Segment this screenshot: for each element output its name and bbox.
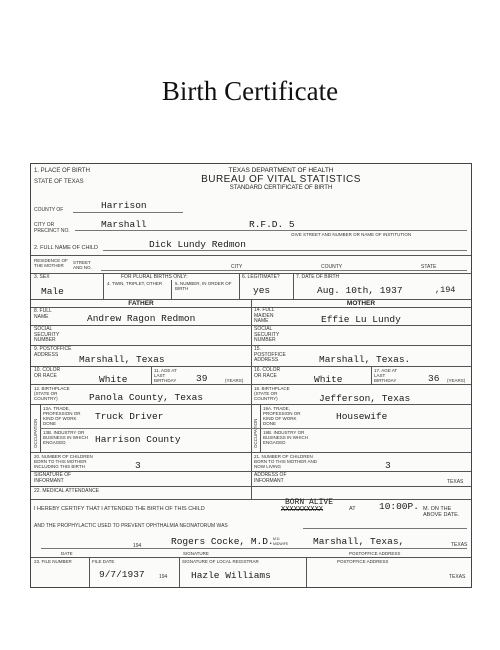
mother-industry-label: 19B. INDUSTRY OR BUSINESS IN WHICH ENGAGED bbox=[263, 430, 309, 445]
father-race-value: White bbox=[99, 374, 128, 385]
standard-heading: STANDARD CERTIFICATE OF BIRTH bbox=[229, 185, 333, 191]
date-label: DATE bbox=[61, 551, 73, 556]
father-industry-label: 13B. INDUSTRY OR BUSINESS IN WHICH ENGAGED bbox=[43, 430, 89, 445]
county-value: Harrison bbox=[101, 200, 147, 211]
residence-city-label: CITY bbox=[231, 264, 243, 270]
father-birthplace-label: 12. BIRTHPLACE (STATE OR COUNTRY) bbox=[34, 386, 70, 401]
father-age-unit: (YEARS) bbox=[225, 378, 244, 383]
signature-year-label: 194 bbox=[133, 543, 142, 549]
mother-age-value: 36 bbox=[428, 373, 440, 384]
informant-address-label: ADDRESS OF INFORMANT bbox=[254, 472, 287, 484]
street-no-label: STREET AND NO. bbox=[73, 260, 92, 270]
city-label: CITY OR PRECINCT NO. bbox=[34, 222, 70, 234]
father-name-value: Andrew Ragon Redmon bbox=[87, 313, 196, 324]
file-date-value: 9/7/1937 bbox=[99, 569, 145, 580]
file-number-label: 23. FILE NUMBER bbox=[34, 559, 72, 564]
street-value: R.F.D. 5 bbox=[249, 219, 295, 230]
father-age-label: 11. AGE AT LAST BIRTHDAY bbox=[154, 368, 177, 383]
father-race-label: 10. COLOR OR RACE bbox=[34, 367, 61, 379]
plural-births-label: FOR PLURAL BIRTHS ONLY: bbox=[121, 274, 188, 280]
file-date-label: FILE DATE bbox=[92, 559, 115, 564]
child-name-value: Dick Lundy Redmon bbox=[149, 239, 246, 250]
mother-birthplace-value: Jefferson, Texas bbox=[319, 393, 411, 404]
attendant-city-value: Marshall, Texas, bbox=[313, 536, 405, 547]
mother-race-value: White bbox=[314, 374, 343, 385]
place-of-birth-label: 1. PLACE OF BIRTH bbox=[34, 168, 90, 174]
sex-label: 3. SEX bbox=[34, 274, 50, 280]
father-ssn-label: SOCIAL SECURITY NUMBER bbox=[34, 326, 60, 343]
father-occupation-label: OCCUPATION bbox=[33, 418, 38, 448]
father-age-value: 39 bbox=[196, 373, 208, 384]
mother-age-label: 17. AGE AT LAST BIRTHDAY bbox=[374, 368, 398, 383]
md-label: M.D. bbox=[273, 537, 281, 541]
on-above-date-label: M. ON THE ABOVE DATE. bbox=[423, 506, 460, 518]
residence-state-label: STATE bbox=[421, 264, 437, 270]
po-address-2-label: POSTOFFICE ADDRESS bbox=[337, 559, 389, 564]
mother-ssn-label: SOCIAL SECURITY NUMBER bbox=[254, 326, 280, 343]
father-trade-value: Truck Driver bbox=[95, 411, 164, 422]
legitimate-value: yes bbox=[253, 285, 271, 296]
children-born-label: 20. NUMBER OF CHILDREN BORN TO THIS MOTHER INCLUDING THIS BIRTH bbox=[34, 454, 93, 469]
father-name-label: 8. FULL NAME bbox=[34, 308, 52, 320]
mother-trade-label: 19A. TRADE, PROFESSION OR KIND OF WORK DONE bbox=[263, 406, 301, 426]
at-label: AT bbox=[349, 506, 356, 512]
residence-label: RESIDENCE OF THE MOTHER bbox=[34, 258, 68, 268]
dob-year-suffix: ,194 bbox=[435, 285, 456, 295]
father-address-label: 9. POSTOFFICE ADDRESS bbox=[34, 346, 72, 358]
midwife-label: MIDWIFE bbox=[273, 542, 289, 546]
father-address-value: Marshall, Texas bbox=[79, 354, 165, 365]
birth-time-value: 10:00P. bbox=[379, 501, 419, 512]
dob-label: 7. DATE OF BIRTH bbox=[296, 274, 340, 280]
stillborn-struck-value: XXXXXXXXXX bbox=[281, 506, 324, 514]
children-living-value: 3 bbox=[385, 460, 391, 471]
registrar-value: Hazle Williams bbox=[191, 570, 271, 581]
registrar-signature-label: SIGNATURE OF LOCAL REGISTRAR bbox=[182, 559, 259, 564]
county-label: COUNTY OF bbox=[34, 207, 64, 213]
medical-attendance-label: 22. MEDICAL ATTENDANCE bbox=[34, 488, 100, 494]
signature-label: SIGNATURE bbox=[183, 551, 209, 556]
birth-order-label: 5. NUMBER, IN ORDER OF BIRTH bbox=[175, 281, 232, 291]
attendant-state-label: TEXAS bbox=[451, 542, 468, 548]
dob-value: Aug. 10th, 1937 bbox=[317, 285, 403, 296]
children-living-label: 21. NUMBER OF CHILDREN BORN TO THIS MOTHER AND NOW LIVING bbox=[254, 454, 318, 469]
mother-heading: MOTHER bbox=[346, 300, 376, 307]
certify-label: I HEREBY CERTIFY THAT I ATTENDED THE BIRTH OF THIS CHILD bbox=[34, 506, 205, 512]
twin-label: 4. TWIN, TRIPLET, OTHER bbox=[107, 281, 163, 286]
sex-value: Male bbox=[41, 286, 64, 297]
registrar-state-label: TEXAS bbox=[449, 574, 466, 580]
mother-address-label: 15. POSTOFFICE ADDRESS bbox=[254, 346, 286, 363]
mother-age-unit: (YEARS) bbox=[447, 378, 466, 383]
po-address-label: POSTOFFICE ADDRESS bbox=[349, 551, 401, 556]
born-alive-value: BORN ALIVE bbox=[285, 498, 334, 507]
mother-race-label: 16. COLOR OR RACE bbox=[254, 367, 281, 379]
page-title: Birth Certificate bbox=[161, 76, 339, 106]
state-label: STATE OF TEXAS bbox=[34, 179, 84, 185]
birth-certificate-form bbox=[30, 163, 472, 588]
father-birthplace-value: Panola County, Texas bbox=[89, 392, 204, 403]
mother-name-label: 14. FULL MAIDEN NAME bbox=[254, 307, 275, 324]
city-value: Marshall bbox=[101, 219, 147, 230]
informant-signature-label: SIGNATURE OF INFORMANT bbox=[34, 472, 72, 484]
file-year-label: 194 bbox=[159, 574, 168, 580]
children-born-value: 3 bbox=[135, 460, 141, 471]
mother-address-value: Marshall, Texas. bbox=[319, 354, 411, 365]
informant-state-label: TEXAS bbox=[447, 479, 464, 485]
mother-trade-value: Housewife bbox=[336, 411, 388, 422]
residence-county-label: COUNTY bbox=[321, 264, 343, 270]
mother-birthplace-label: 18. BIRTHPLACE (STATE OR COUNTRY) bbox=[254, 386, 290, 401]
child-name-label: 2. FULL NAME OF CHILD bbox=[34, 245, 98, 251]
dept-heading: TEXAS DEPARTMENT OF HEALTH bbox=[228, 167, 334, 174]
street-hint: GIVE STREET AND NUMBER OR NAME OF INSTITUTION bbox=[291, 232, 412, 237]
legitimate-label: 6. LEGITIMATE? bbox=[242, 274, 280, 280]
mother-occupation-label: OCCUPATION bbox=[253, 418, 258, 448]
father-heading: FATHER bbox=[128, 300, 154, 307]
bureau-heading: BUREAU OF VITAL STATISTICS bbox=[201, 174, 361, 185]
attendant-name-value: Rogers Cocke, M.D. bbox=[171, 536, 274, 547]
father-trade-label: 13A. TRADE, PROFESSION OR KIND OF WORK DONE bbox=[43, 406, 81, 426]
mother-name-value: Effie Lu Lundy bbox=[321, 314, 401, 325]
prophylactic-label: AND THE PROPHYLACTIC USED TO PREVENT OPHTHALMIA NEONATORUM WAS bbox=[34, 523, 228, 529]
father-industry-value: Harrison County bbox=[95, 434, 181, 445]
